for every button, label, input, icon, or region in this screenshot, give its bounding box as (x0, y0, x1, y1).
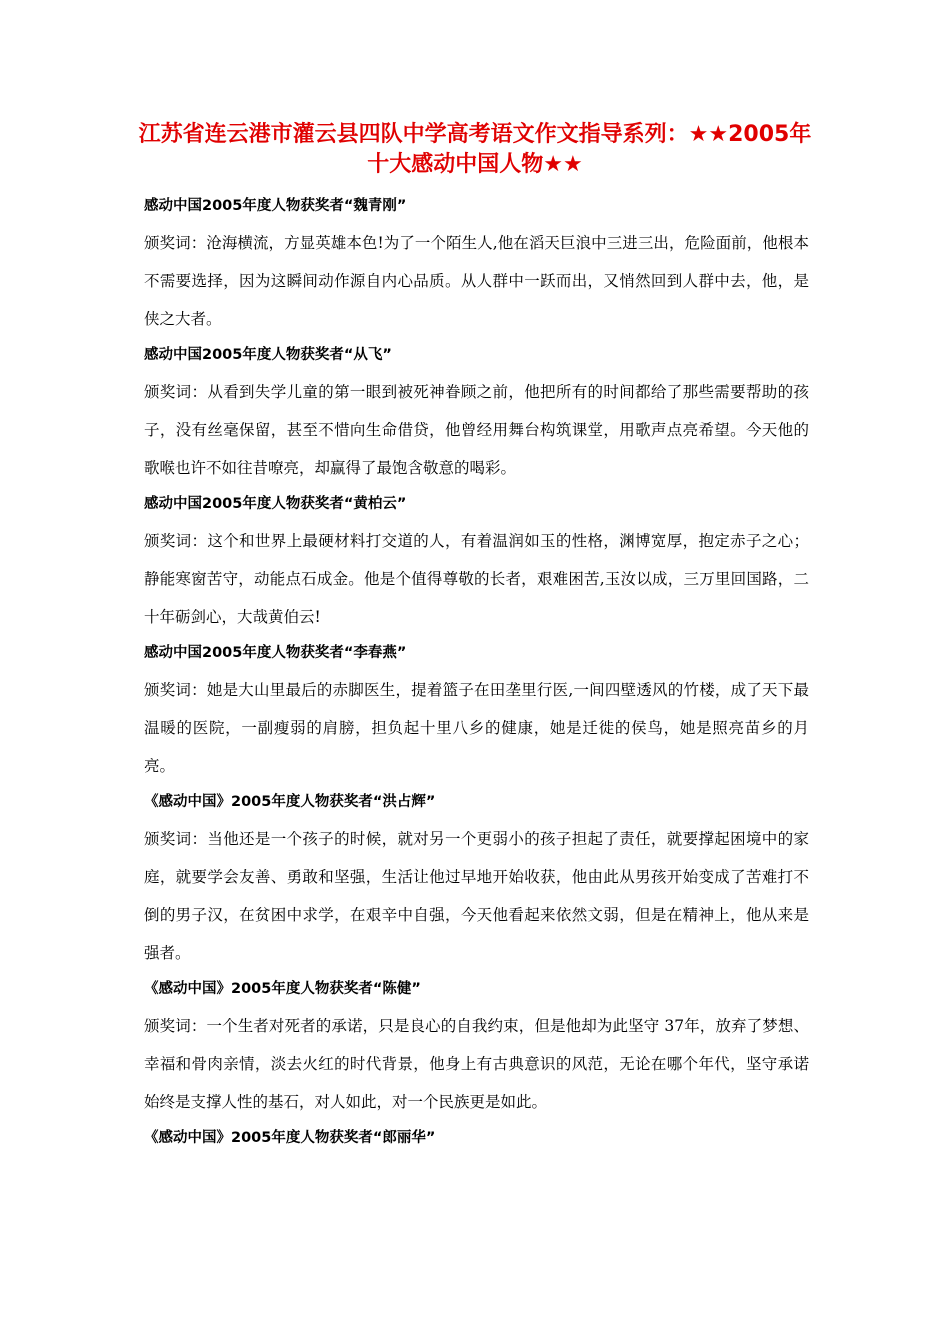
award-section (144, 493, 809, 636)
award-heading: 《感动中国》2005年度人物获奖者“洪占辉” (144, 794, 436, 810)
award-section (144, 195, 809, 338)
award-citation: 颁奖词：从看到失学儿童的第一眼到被死神眷顾之前，他把所有的时间都给了那些需要帮助的孩子，没有丝毫保留，甚至不惜向生命借贷，他曾经用舞台构筑课堂，用歌声点亮希望。今天他的歌喉也许不如往昔嘹亮，却赢得了最饱含敬意的喝彩。 (144, 383, 809, 477)
award-section (144, 978, 809, 1121)
award-citation: 颁奖词：她是大山里最后的赤脚医生，提着篮子在田垄里行医,一间四壁透风的竹楼，成了天下最温暖的医院，一副瘦弱的肩膀，担负起十里八乡的健康，她是迁徙的侯鸟，她是照亮苗乡的月亮。 (144, 681, 809, 775)
award-section (144, 344, 809, 487)
document-title: 江苏省连云港市灌云县四队中学高考语文作文指导系列：★★2005年十大感动中国人物★★ (138, 122, 812, 177)
award-heading: 《感动中国》2005年度人物获奖者“陈健” (144, 981, 421, 997)
award-heading: 感动中国2005年度人物获奖者“李春燕” (144, 645, 407, 661)
award-heading: 感动中国2005年度人物获奖者“魏青刚” (144, 198, 407, 214)
award-citation: 颁奖词：一个生者对死者的承诺，只是良心的自我约束，但是他却为此坚守 37年，放弃了梦想、幸福和骨肉亲情，淡去火红的时代背景，他身上有古典意识的风范，无论在哪个年代，坚守承诺始终是支撑人性的基石，对人如此，对一个民族更是如此。 (144, 1017, 809, 1111)
award-section (144, 642, 809, 785)
award-heading: 感动中国2005年度人物获奖者“黄柏云” (144, 496, 407, 512)
award-heading: 《感动中国》2005年度人物获奖者“郎丽华” (144, 1130, 436, 1146)
awards-list (144, 195, 809, 1156)
award-section (144, 791, 809, 972)
award-heading: 感动中国2005年度人物获奖者“从飞” (144, 347, 392, 363)
award-citation: 颁奖词：沧海横流，方显英雄本色!为了一个陌生人,他在滔天巨浪中三进三出，危险面前，他根本不需要选择，因为这瞬间动作源自内心品质。从人群中一跃而出，又悄然回到人群中去，他，是侠之大者。 (144, 234, 809, 328)
award-section (144, 1127, 809, 1149)
award-citation: 颁奖词：当他还是一个孩子的时候，就对另一个更弱小的孩子担起了责任，就要撑起困境中的家庭，就要学会友善、勇敢和坚强，生活让他过早地开始收获，他由此从男孩开始变成了苦难打不倒的男子汉，在贫困中求学，在艰辛中自强，今天他看起来依然文弱，但是在精神上，他从来是强者。 (144, 830, 809, 962)
award-citation: 颁奖词：这个和世界上最硬材料打交道的人，有着温润如玉的性格，渊博宽厚，抱定赤子之心；静能寒窗苦守，动能点石成金。他是个值得尊敬的长者，艰难困苦,玉汝以成，三万里回国路，二十年砺剑心，大哉黄伯云! (144, 532, 809, 626)
